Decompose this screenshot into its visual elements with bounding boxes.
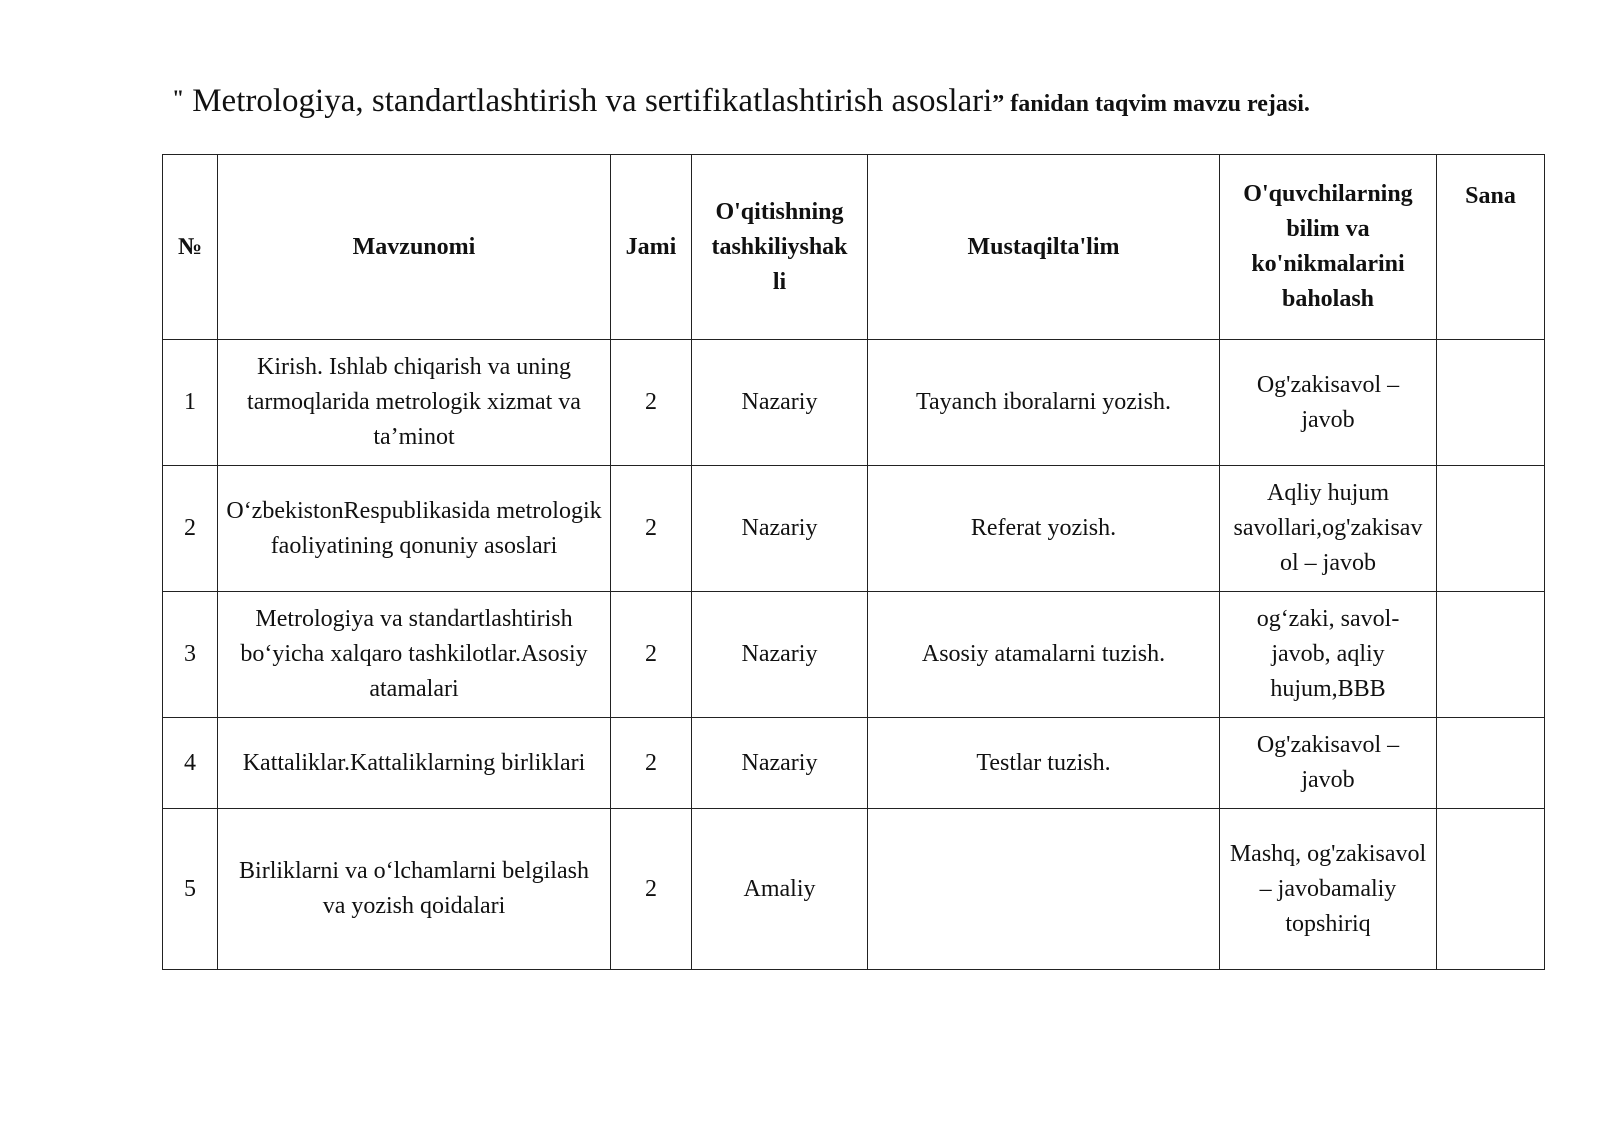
cell-topic: Birliklarni va o‘lchamlarni belgilash va yozish qoidalari <box>218 809 611 970</box>
title-open-quote: " <box>172 85 185 110</box>
cell-topic: O‘zbekistonRespublikasida metrologik faoliyatining qonuniy asoslari <box>218 466 611 592</box>
table-row <box>163 718 1545 809</box>
cell-form: Nazariy <box>692 718 868 809</box>
cell-assessment: og‘zaki, savol-javob, aqliy hujum,BBB <box>1220 592 1437 718</box>
cell-form: Amaliy <box>692 809 868 970</box>
table-header-row <box>163 155 1545 340</box>
header-total: Jami <box>611 155 692 340</box>
cell-assessment: Aqliy hujum savollari,og'zakisavol – javob <box>1220 466 1437 592</box>
table-row <box>163 340 1545 466</box>
header-independent: Mustaqilta'lim <box>868 155 1220 340</box>
cell-independent <box>868 809 1220 970</box>
cell-number: 3 <box>163 592 218 718</box>
table-row <box>163 466 1545 592</box>
cell-total: 2 <box>611 466 692 592</box>
cell-assessment: Og'zakisavol – javob <box>1220 718 1437 809</box>
cell-date <box>1437 718 1545 809</box>
cell-number: 1 <box>163 340 218 466</box>
calendar-plan-table <box>162 154 1545 970</box>
cell-independent: Referat yozish. <box>868 466 1220 592</box>
cell-date <box>1437 340 1545 466</box>
page-title <box>172 82 1472 122</box>
header-topic: Mavzunomi <box>218 155 611 340</box>
header-number: № <box>163 155 218 340</box>
header-assessment: O'quvchilarning bilim va ko'nikmalarini baholash <box>1220 155 1437 340</box>
table-row <box>163 592 1545 718</box>
cell-date <box>1437 592 1545 718</box>
cell-independent: Tayanch iboralarni yozish. <box>868 340 1220 466</box>
header-form: O'qitishning tashkiliyshak li <box>692 155 868 340</box>
cell-date <box>1437 809 1545 970</box>
cell-topic: Metrologiya va standartlashtirish bo‘yicha xalqaro tashkilotlar.Asosiy atamalari <box>218 592 611 718</box>
cell-number: 5 <box>163 809 218 970</box>
cell-topic: Kattaliklar.Kattaliklarning birliklari <box>218 718 611 809</box>
cell-total: 2 <box>611 718 692 809</box>
cell-total: 2 <box>611 340 692 466</box>
title-suffix: ” fanidan taqvim mavzu rejasi. <box>992 91 1310 117</box>
header-date: Sana <box>1437 155 1545 340</box>
cell-assessment: Og'zakisavol – javob <box>1220 340 1437 466</box>
cell-independent: Asosiy atamalarni tuzish. <box>868 592 1220 718</box>
cell-total: 2 <box>611 592 692 718</box>
title-subject: Metrologiya, standartlashtirish va sertifikatlashtirish asoslari <box>192 83 993 119</box>
cell-form: Nazariy <box>692 340 868 466</box>
cell-form: Nazariy <box>692 592 868 718</box>
cell-number: 4 <box>163 718 218 809</box>
cell-date <box>1437 466 1545 592</box>
cell-topic: Kirish. Ishlab chiqarish va uning tarmoqlarida metrologik xizmat va ta’minot <box>218 340 611 466</box>
cell-assessment: Mashq, og'zakisavol – javobamaliy topshiriq <box>1220 809 1437 970</box>
cell-form: Nazariy <box>692 466 868 592</box>
cell-number: 2 <box>163 466 218 592</box>
table-row <box>163 809 1545 970</box>
cell-independent: Testlar tuzish. <box>868 718 1220 809</box>
cell-total: 2 <box>611 809 692 970</box>
